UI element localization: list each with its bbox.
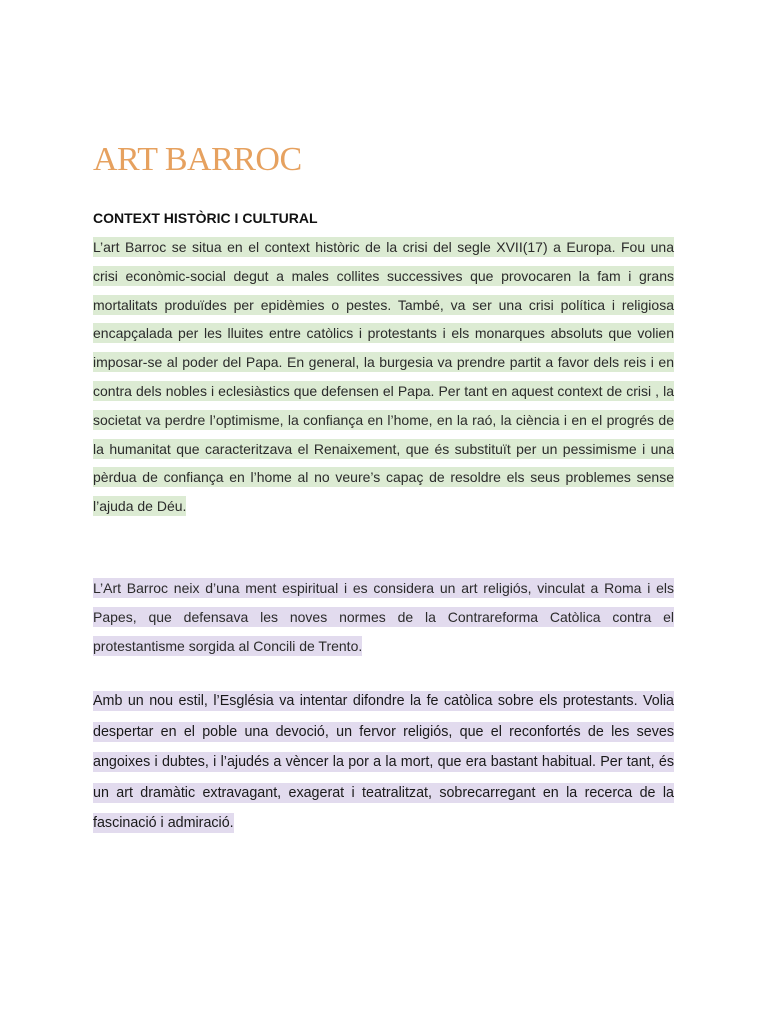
paragraph-historical-context (93, 233, 674, 521)
paragraph-text: Amb un nou estil, l’Església va intentar difondre la fe catòlica sobre els protestants. Volia despertar en el poble una devoció, un fervor religiós, que el reconfortés de les seves angoixes i dubtes, i l’ajudés a vèncer la por a la mort, que era bastant habitual. Per tant, és un art dramàtic extravagant, exagerat i teatralitzat, sobrecarregant en la recerca de la fascinació i admiració. (93, 693, 674, 831)
section-heading: CONTEXT HISTÒRIC I CULTURAL (93, 210, 318, 226)
document-title: ART BARROC (93, 141, 302, 178)
paragraph-religious-art (93, 574, 674, 660)
paragraph-text: L’Art Barroc neix d’una ment espiritual i es considera un art religiós, vinculat a Roma i els Papes, que defensava les noves normes de la Contrareforma Catòlica contra el protestantisme sorgida al Concili de Trento. (93, 580, 674, 654)
paragraph-text: L’art Barroc se situa en el context històric de la crisi del segle XVII(17) a Europa. Fou una crisi econòmic-social degut a males collites successives que provocaren la fam i grans mortalitats produïdes per epidèmies o pestes. També, va ser una crisi política i religiosa encapçalada per les lluites entre catòlics i protestants i els monarques absoluts que volien imposar-se al poder del Papa. En general, la burgesia va prendre partit a favor dels reis i en contra dels nobles i eclesiàstics que defensen el Papa. Per tant en aquest context de crisi , la societat va perdre l’optimisme, la confiança en l’home, en la raó, la ciència i en el progrés de la humanitat que caracteritzava el Renaixement, que és substituït per un pessimisme i una pèrdua de confiança en l’home al no veure’s capaç de resoldre els seus problemes sense l’ajuda de Déu. (93, 239, 674, 515)
paragraph-church-style (93, 686, 674, 839)
